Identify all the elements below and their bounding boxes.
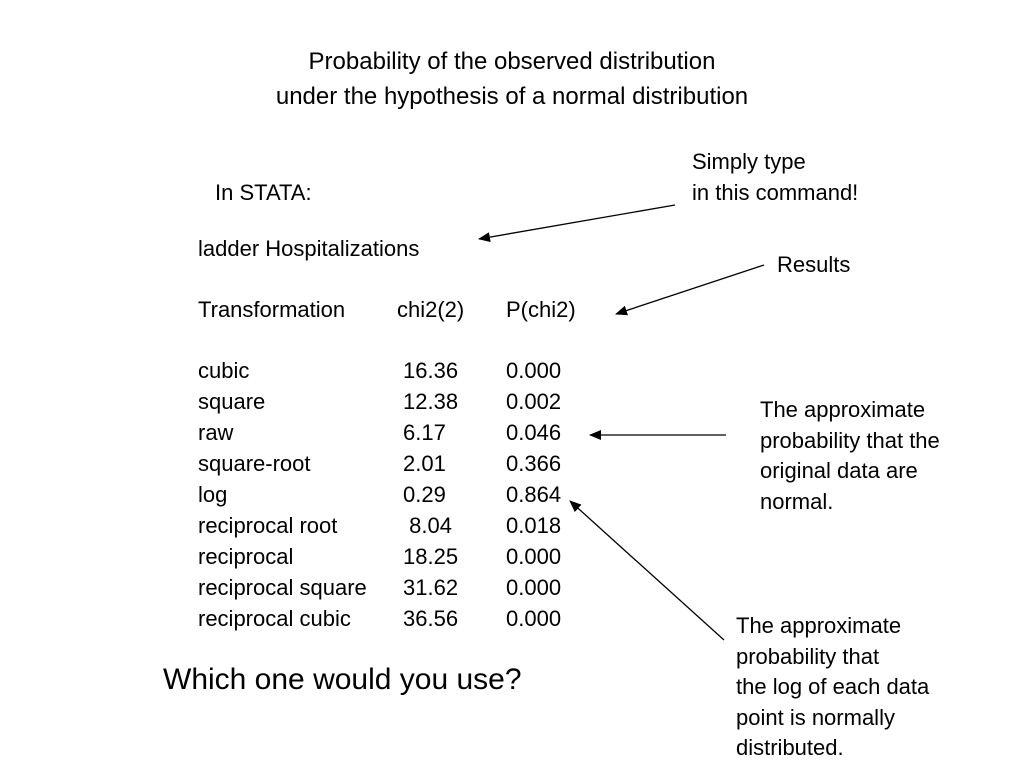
row-transformation: square-root xyxy=(198,451,311,476)
header-chi2: chi2(2) xyxy=(397,297,465,322)
row-chi2: 31.62 xyxy=(403,575,459,600)
row-chi2: 0.29 xyxy=(403,482,446,507)
callout-line: Simply type xyxy=(692,149,806,174)
header-transformation: Transformation xyxy=(198,297,346,322)
in-stata-label: In STATA: xyxy=(215,180,312,205)
stata-command: ladder Hospitalizations xyxy=(198,236,420,261)
arrow-to-header xyxy=(616,265,764,314)
row-p: 0.000 xyxy=(506,544,562,569)
callout-line: probability that xyxy=(736,643,880,669)
title-line-1: Probability of the observed distribution xyxy=(308,48,716,75)
row-transformation: cubic xyxy=(198,358,250,383)
callout-line: probability that the xyxy=(760,427,940,453)
row-chi2: 18.25 xyxy=(403,544,459,569)
row-chi2: 6.17 xyxy=(403,420,446,445)
callout-line: the log of each data xyxy=(736,674,930,699)
row-p: 0.000 xyxy=(506,358,562,383)
callout-line: normal. xyxy=(760,488,834,514)
row-transformation: log xyxy=(198,482,228,507)
row-p: 0.000 xyxy=(506,606,562,631)
row-transformation: reciprocal square xyxy=(198,575,367,600)
row-chi2: 16.36 xyxy=(403,358,459,383)
arrow-to-log-row xyxy=(570,501,724,640)
callout-line: The approximate xyxy=(760,397,926,422)
row-chi2: 2.01 xyxy=(403,451,446,476)
row-chi2: 36.56 xyxy=(403,606,459,631)
row-p: 0.046 xyxy=(506,420,562,445)
row-p: 0.002 xyxy=(506,389,562,414)
row-p: 0.000 xyxy=(506,575,562,600)
row-transformation: raw xyxy=(198,420,234,445)
callout-line: The approximate xyxy=(736,613,902,638)
header-p-chi2: P(chi2) xyxy=(506,297,576,322)
row-p: 0.864 xyxy=(506,482,562,507)
callout-line: in this command! xyxy=(692,179,859,205)
row-transformation: reciprocal xyxy=(198,544,294,569)
row-chi2: 12.38 xyxy=(403,389,459,414)
callout-line: point is normally xyxy=(736,704,895,730)
row-p: 0.018 xyxy=(506,513,562,538)
row-transformation: reciprocal root xyxy=(198,513,338,538)
row-chi2: 8.04 xyxy=(403,513,452,538)
row-p: 0.366 xyxy=(506,451,562,476)
title-line-2: under the hypothesis of a normal distribution xyxy=(275,83,749,110)
results-callout: Results xyxy=(777,252,851,277)
callout-line: original data are xyxy=(760,458,918,483)
arrow-to-command xyxy=(479,205,675,239)
closing-question: Which one would you use? xyxy=(163,663,522,696)
callout-line: distributed. xyxy=(736,735,844,760)
row-transformation: reciprocal cubic xyxy=(198,606,351,631)
row-transformation: square xyxy=(198,389,266,414)
